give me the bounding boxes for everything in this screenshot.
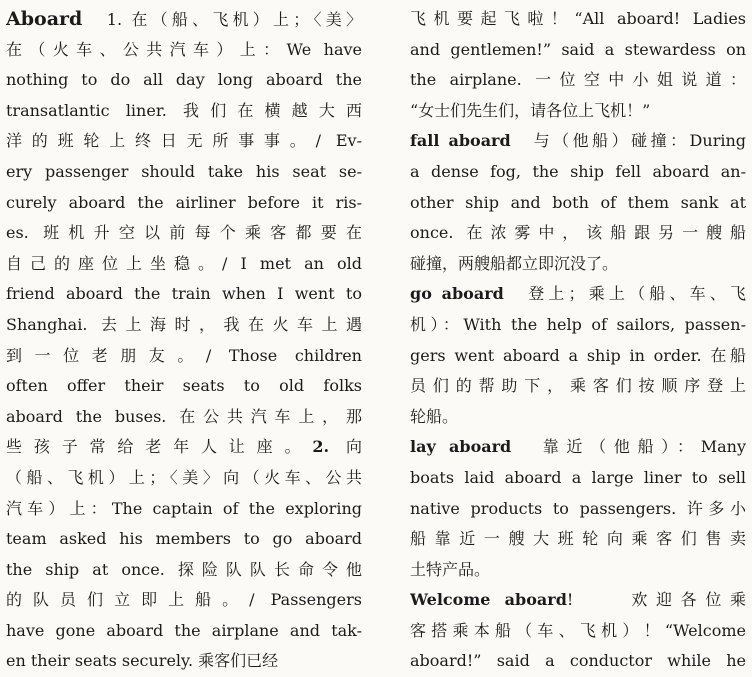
headword: go aboard (410, 284, 504, 304)
line-text: have gone aboard the airplane and tak- (6, 620, 362, 640)
headword: Aboard (6, 8, 83, 30)
line-text: once. 在浓雾中，该船跟另一艘船 (410, 223, 746, 243)
line-text: 洋的班轮上终日无所事事。/ Ev- (6, 131, 362, 151)
text-line (410, 432, 746, 463)
text-line (410, 494, 746, 525)
text-line (410, 341, 746, 372)
definition-text: 向 (329, 437, 362, 457)
line-text: 汽车）上：The captain of the exploring (6, 498, 362, 518)
line-text: and gentlemen!” said a stewardess on (410, 39, 746, 59)
text-line (410, 402, 746, 433)
example-text: 些孩子常给老年人让座。 (6, 437, 313, 457)
text-line (6, 524, 362, 555)
text-line (6, 218, 362, 249)
text-line (6, 35, 362, 66)
line-text: 员们的帮助下，乘客们按顺序登上 (410, 376, 746, 396)
text-line (410, 249, 746, 280)
text-line (410, 188, 746, 219)
line-text: 机）：With the help of sailors, passen- (410, 314, 746, 334)
text-line (6, 279, 362, 310)
text-line (410, 157, 746, 188)
line-text: friend aboard the train when I went to (6, 284, 362, 304)
line-text: native products to passengers. 许多小 (410, 498, 746, 518)
line-text: gers went aboard a ship in order. 在船 (410, 345, 746, 365)
line-text: 土特产品。 (410, 559, 491, 579)
text-line (6, 188, 362, 219)
line-text: 客搭乘本船（车、飞机）！“Welcome (410, 620, 746, 640)
text-line (6, 646, 362, 677)
line-text: 的队员们立即上船。/ Passengers (6, 590, 362, 610)
line-text: team asked his members to go aboard (6, 529, 362, 549)
text-line (410, 65, 746, 96)
definition-text: 1. 在（船、飞机）上；〈美〉 (82, 10, 362, 29)
text-line (6, 371, 362, 402)
text-line (6, 494, 362, 525)
line-text: Shanghai. 去上海时，我在火车上遇 (6, 314, 362, 334)
line-text: 自己的座位上坐稳。/ I met an old (6, 253, 362, 273)
line-text: en their seats securely. 乘客们已经 (6, 651, 279, 671)
text-line (410, 35, 746, 66)
text-line (6, 341, 362, 372)
text-line (6, 402, 362, 433)
text-line (6, 96, 362, 127)
line-text: the airplane. 一位空中小姐说道： (410, 70, 746, 90)
line-text: often offer their seats to old folks (6, 376, 362, 396)
line-text: “女士们先生们，请各位上飞机！” (410, 100, 651, 120)
left-column (6, 4, 362, 677)
line-text: a dense fog, the ship fell aboard an- (410, 161, 746, 181)
line-text: 飞机要起飞啦！“All aboard! Ladies (410, 9, 746, 28)
line-text: 船靠近一艘大班轮向乘客们售卖 (410, 529, 746, 549)
line-text: nothing to do all day long aboard the (6, 70, 362, 90)
text-line (410, 646, 746, 677)
line-text: es. 班机升空以前每个乘客都要在 (6, 223, 362, 243)
text-line (410, 4, 746, 35)
definition-text: 与（他船）碰撞：During (510, 131, 746, 151)
text-line (410, 218, 746, 249)
line-text: curely aboard the airliner before it ris- (6, 192, 362, 212)
text-line (410, 585, 746, 616)
text-line (6, 555, 362, 586)
definition-text: 靠近（他船）：Many (511, 437, 746, 457)
text-line (6, 463, 362, 494)
line-text: 轮船。 (410, 406, 459, 426)
text-line (410, 279, 746, 310)
text-line (6, 249, 362, 280)
text-line (6, 157, 362, 188)
definition-text: ! 欢迎各位乘 (566, 590, 746, 610)
line-text: boats laid aboard a large liner to sell (410, 467, 746, 487)
text-line (6, 616, 362, 647)
text-line (410, 524, 746, 555)
text-line (410, 555, 746, 586)
definition-text: 登上；乘上（船、车、飞 (503, 284, 746, 304)
text-line (6, 65, 362, 96)
line-text: the ship at once. 探险队队长命令他 (6, 559, 362, 579)
sense-number: 2. (312, 437, 330, 457)
line-text: ery passenger should take his seat se- (6, 161, 362, 181)
line-text: transatlantic liner. 我们在横越大西 (6, 100, 362, 120)
text-line (410, 96, 746, 127)
line-text: aboard!” said a conductor while he (410, 651, 746, 671)
headword: fall aboard (410, 131, 511, 151)
text-line (410, 126, 746, 157)
text-line (6, 310, 362, 341)
right-column (410, 4, 746, 677)
text-line (410, 371, 746, 402)
text-line (410, 616, 746, 647)
text-line (6, 126, 362, 157)
text-line (6, 432, 362, 463)
headword: lay aboard (410, 437, 512, 457)
line-text: （船、飞机）上；〈美〉向（火车、公共 (6, 467, 362, 487)
line-text: 碰撞，两艘船都立即沉没了。 (410, 253, 619, 273)
headword: Welcome aboard (410, 590, 567, 610)
line-text: 在（火车、公共汽车）上：We have (6, 39, 362, 59)
text-line (6, 4, 362, 35)
text-line (6, 585, 362, 616)
text-line (410, 463, 746, 494)
line-text: aboard the buses. 在公共汽车上，那 (6, 406, 362, 426)
line-text: 到一位老朋友。/ Those children (6, 345, 362, 365)
line-text: other ship and both of them sank at (410, 192, 746, 212)
text-line (410, 310, 746, 341)
